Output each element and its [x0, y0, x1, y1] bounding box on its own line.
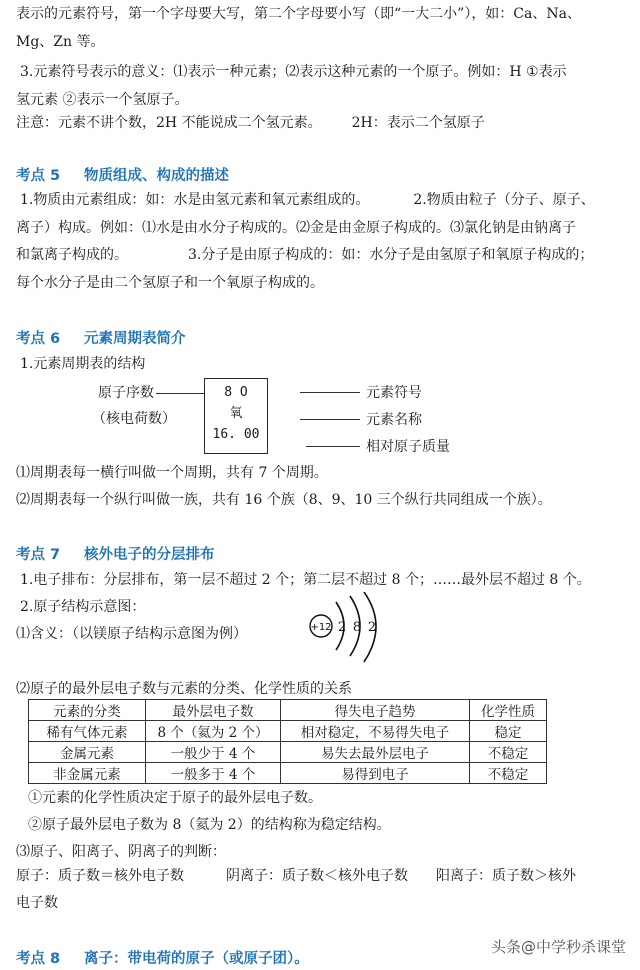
- sec7-line-4: ⑵原子的最外层电子数与元素的分类、化学性质的关系: [16, 681, 352, 697]
- intro-line-3: 3.元素符号表示的意义：⑴表示一种元素；⑵表示这种元素的一个原子。例如：H ①表示: [20, 64, 567, 80]
- sec7-line-3: ⑴含义：（以镁原子结构示意图为例）: [16, 626, 247, 642]
- table-header-row: [29, 700, 547, 721]
- section-7-number: 考点 7: [16, 547, 61, 563]
- element-cell-oxygen: [204, 378, 268, 454]
- table-cell: 非金属元素: [29, 763, 146, 784]
- table-row: [29, 763, 547, 784]
- table-cell: 不稳定: [470, 763, 547, 784]
- intro-line-1: 表示的元素符号，第一个字母要大写，第二个字母要小写（即“一大二小”），如：Ca、Na、: [16, 6, 581, 22]
- label-atomic-number: 原子序数: [98, 385, 154, 401]
- leader-line-mass: [306, 446, 360, 447]
- section-5-heading: [16, 164, 229, 185]
- sec6-line-1: 1.元素周期表的结构: [20, 356, 146, 372]
- element-classification-table: [28, 699, 547, 784]
- sec5-line-2: 离子）构成。例如：⑴水是由水分子构成的。⑵金是由金原子构成的。⑶氯化钠是由钠离子: [16, 220, 576, 236]
- section-5-title: 物质组成、构成的描述: [84, 168, 229, 184]
- section-8-heading: [16, 947, 309, 968]
- sec5-line-1: [20, 190, 595, 210]
- sec5-line-4: 每个水分子是由二个氢原子和一个氧原子构成的。: [16, 275, 324, 291]
- element-cell-name: 氧: [229, 406, 243, 421]
- leader-line-atomic-number: [156, 393, 204, 394]
- section-8-number: 考点 8: [16, 951, 61, 967]
- section-7-heading: [16, 543, 215, 564]
- intro-line-4: 氢元素 ②表示一个氢原子。: [16, 92, 189, 108]
- label-element-symbol: 元素符号: [366, 385, 422, 401]
- intro-note-b: 2H：表示二个氢原子: [351, 115, 485, 131]
- judge-cation: 阳离子：质子数＞核外: [436, 868, 576, 884]
- table-cell: 易失去最外层电子: [281, 742, 470, 763]
- table-cell: 稀有气体元素: [29, 721, 146, 742]
- intro-note-a: 注意：元素不讲个数，2H 不能说成二个氢元素。: [16, 115, 322, 131]
- table-header-cell: 得失电子趋势: [281, 700, 470, 721]
- shell-1-count: 2: [337, 620, 347, 635]
- intro-line-2: Mg、Zn 等。: [16, 34, 105, 50]
- element-cell-mass: 16. 00: [212, 427, 260, 442]
- sec7-line-5: ⑶原子、阳离子、阴离子的判断：: [16, 844, 226, 860]
- table-row: [29, 721, 547, 742]
- section-8-title: 离子：带电荷的原子（或原子团）。: [84, 951, 309, 967]
- section-6-number: 考点 6: [16, 331, 61, 347]
- table-cell: 不稳定: [470, 742, 547, 763]
- table-cell: 稳定: [470, 721, 547, 742]
- sec7-judgement: [16, 866, 576, 886]
- section-6-heading: [16, 327, 186, 348]
- judge-atom: 原子：质子数＝核外电子数: [16, 868, 184, 884]
- table-cell: 8 个（氦为 2 个）: [146, 721, 281, 742]
- section-7-title: 核外电子的分层排布: [84, 547, 215, 563]
- label-nuclear-charge: （核电荷数）: [92, 411, 176, 427]
- leader-line-symbol: [300, 392, 360, 393]
- table-cell: 金属元素: [29, 742, 146, 763]
- shell-2-count: 8: [352, 620, 362, 635]
- sec6-group-note: ⑵周期表每一个纵行叫做一族，共有 16 个族（8、9、10 三个纵行共同组成一个族）。: [16, 492, 552, 508]
- label-atomic-mass: 相对原子质量: [366, 439, 450, 455]
- sec7-judgement-cont: 电子数: [16, 895, 58, 911]
- table-cell: 相对稳定，不易得失电子: [281, 721, 470, 742]
- label-element-name: 元素名称: [366, 412, 422, 428]
- section-6-title: 元素周期表简介: [84, 331, 186, 347]
- sec6-period-note: ⑴周期表每一横行叫做一个周期，共有 7 个周期。: [16, 465, 328, 481]
- table-header-cell: 元素的分类: [29, 700, 146, 721]
- sec5-line-3: [16, 245, 593, 265]
- table-row: [29, 742, 547, 763]
- sec5-line-1a: 1.物质由元素组成：如：水是由氢元素和氧元素组成的。: [20, 192, 370, 208]
- table-header-cell: 最外层电子数: [146, 700, 281, 721]
- sec5-line-1b: 2.物质由粒子（分子、原子、: [413, 192, 595, 208]
- sec7-line-1: 1.电子排布：分层排布，第一层不超过 2 个；第二层不超过 8 个；……最外层不超过 8 个。: [20, 572, 591, 588]
- sec7-conclusion-1: ①元素的化学性质决定于原子的最外层电子数。: [28, 790, 322, 806]
- sec5-line-3a: 和氯离子构成的。: [16, 247, 128, 263]
- table-cell: 一般多于 4 个: [146, 763, 281, 784]
- table-cell: 易得到电子: [281, 763, 470, 784]
- sec7-line-2: 2.原子结构示意图：: [20, 599, 146, 615]
- shell-3-count: 2: [367, 620, 377, 635]
- source-watermark: 头条@中学秒杀课堂: [490, 938, 626, 956]
- sec5-line-3b: 3.分子是由原子构成的：如：水分子是由氢原子和氧原子构成的；: [188, 247, 594, 263]
- element-cell-symbol: 8 O: [224, 385, 248, 400]
- nucleus-charge: +12: [310, 622, 332, 633]
- sec7-conclusion-2: ②原子最外层电子数为 8（氦为 2）的结构称为稳定结构。: [28, 817, 391, 833]
- table-cell: 一般少于 4 个: [146, 742, 281, 763]
- table-header-cell: 化学性质: [470, 700, 547, 721]
- magnesium-atom-diagram: [306, 592, 392, 664]
- judge-anion: 阴离子：质子数＜核外电子数: [226, 868, 408, 884]
- leader-line-name: [300, 419, 360, 420]
- intro-note: [16, 113, 485, 133]
- section-5-number: 考点 5: [16, 168, 61, 184]
